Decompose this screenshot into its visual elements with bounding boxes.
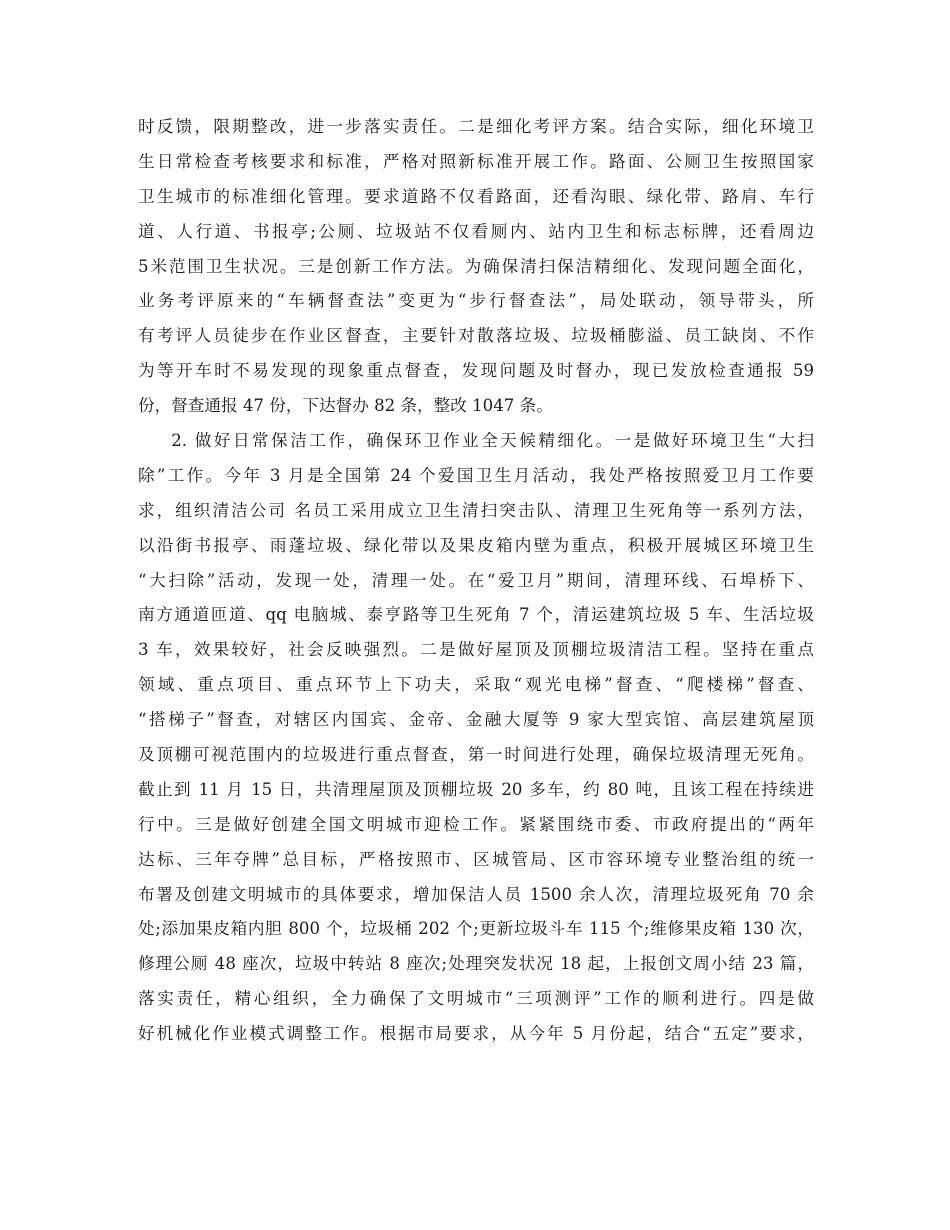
- text-line: 修理公厕 48 座次，垃圾中转站 8 座次;处理突发状况 18 起，上报创文周小结 23 篇，: [138, 954, 814, 974]
- text-line: 业务考评原来的“车辆督查法”变更为“步行督查法”，局处联动，领导带头，所: [138, 291, 814, 311]
- text-line: 生日常检查考核要求和标准，严格对照新标准开展工作。路面、公厕卫生按照国家: [138, 151, 814, 171]
- text-line: 为等开车时不易发现的现象重点督查，发现问题及时督办，现已发放检查通报 59: [138, 361, 814, 381]
- text-line: 领域、重点项目、重点环节上下功夫，采取“观光电梯”督查、“爬楼梯”督查、: [138, 675, 814, 695]
- paragraph-1-continued: [138, 110, 814, 424]
- text-line: 道、人行道、书报亭;公厕、垃圾站不仅看厕内、站内卫生和标志标牌，还看周边: [138, 221, 814, 241]
- text-line: 南方通道匝道、qq 电脑城、泰亨路等卫生死角 7 个，清运建筑垃圾 5 车、生活垃圾: [138, 605, 814, 625]
- document-body: [138, 110, 814, 1052]
- text-line: “搭梯子”督查，对辖区内国宾、金帝、金融大厦等 9 家大型宾馆、高层建筑屋顶: [138, 710, 814, 730]
- text-line: 及顶棚可视范围内的垃圾进行重点督查，第一时间进行处理，确保垃圾清理无死角。: [138, 745, 814, 765]
- text-line: 3 车，效果较好，社会反映强烈。二是做好屋顶及顶棚垃圾清洁工程。坚持在重点: [138, 640, 814, 660]
- text-line: 处;添加果皮箱内胆 800 个，垃圾桶 202 个;更新垃圾斗车 115 个;维修果皮箱 130 次，: [138, 919, 814, 939]
- text-line: 达标、三年夺牌”总目标，严格按照市、区城管局、区市容环境专业整治组的统一: [138, 849, 814, 869]
- text-line: 行中。三是做好创建全国文明城市迎检工作。紧紧围绕市委、市政府提出的“两年: [138, 814, 814, 834]
- text-line: 落实责任，精心组织，全力确保了文明城市“三项测评”工作的顺利进行。四是做: [138, 989, 814, 1009]
- text-line: 有考评人员徒步在作业区督查，主要针对散落垃圾、垃圾桶膨溢、员工缺岗、不作: [138, 326, 814, 346]
- text-line: 以沿街书报亭、雨蓬垃圾、绿化带以及果皮箱内壁为重点，积极开展城区环境卫生: [138, 535, 814, 555]
- paragraph-2: [138, 424, 814, 1052]
- text-line: 除”工作。今年 3 月是全国第 24 个爱国卫生月活动，我处严格按照爱卫月工作要: [138, 465, 814, 485]
- text-line: 时反馈，限期整改，进一步落实责任。二是细化考评方案。结合实际，细化环境卫: [138, 117, 814, 136]
- text-line: 5米范围卫生状况。三是创新工作方法。为确保清扫保洁精细化、发现问题全面化，: [138, 256, 814, 276]
- text-line: 截止到 11 月 15 日，共清理屋顶及顶棚垃圾 20 多车，约 80 吨，且该工程在持续进: [138, 779, 814, 799]
- text-line: “大扫除”活动，发现一处，清理一处。在“爱卫月”期间，清理环线、石埠桥下、: [138, 570, 814, 590]
- text-line: 卫生城市的标准细化管理。要求道路不仅看路面，还看沟眼、绿化带、路肩、车行: [138, 186, 814, 206]
- text-line: 好机械化作业模式调整工作。根据市局要求，从今年 5 月份起，结合“五定”要求，: [138, 1024, 814, 1044]
- text-line: 求，组织清洁公司 名员工采用成立卫生清扫突击队、清理卫生死角等一系列方法，: [138, 500, 814, 520]
- text-line: 2. 做好日常保洁工作，确保环卫作业全天候精细化。一是做好环境卫生“大扫: [171, 431, 814, 451]
- text-line: 份，督查通报 47 份，下达督办 82 条，整改 1047 条。: [138, 396, 553, 416]
- text-line: 布署及创建文明城市的具体要求，增加保洁人员 1500 余人次，清理垃圾死角 70 余: [138, 884, 814, 904]
